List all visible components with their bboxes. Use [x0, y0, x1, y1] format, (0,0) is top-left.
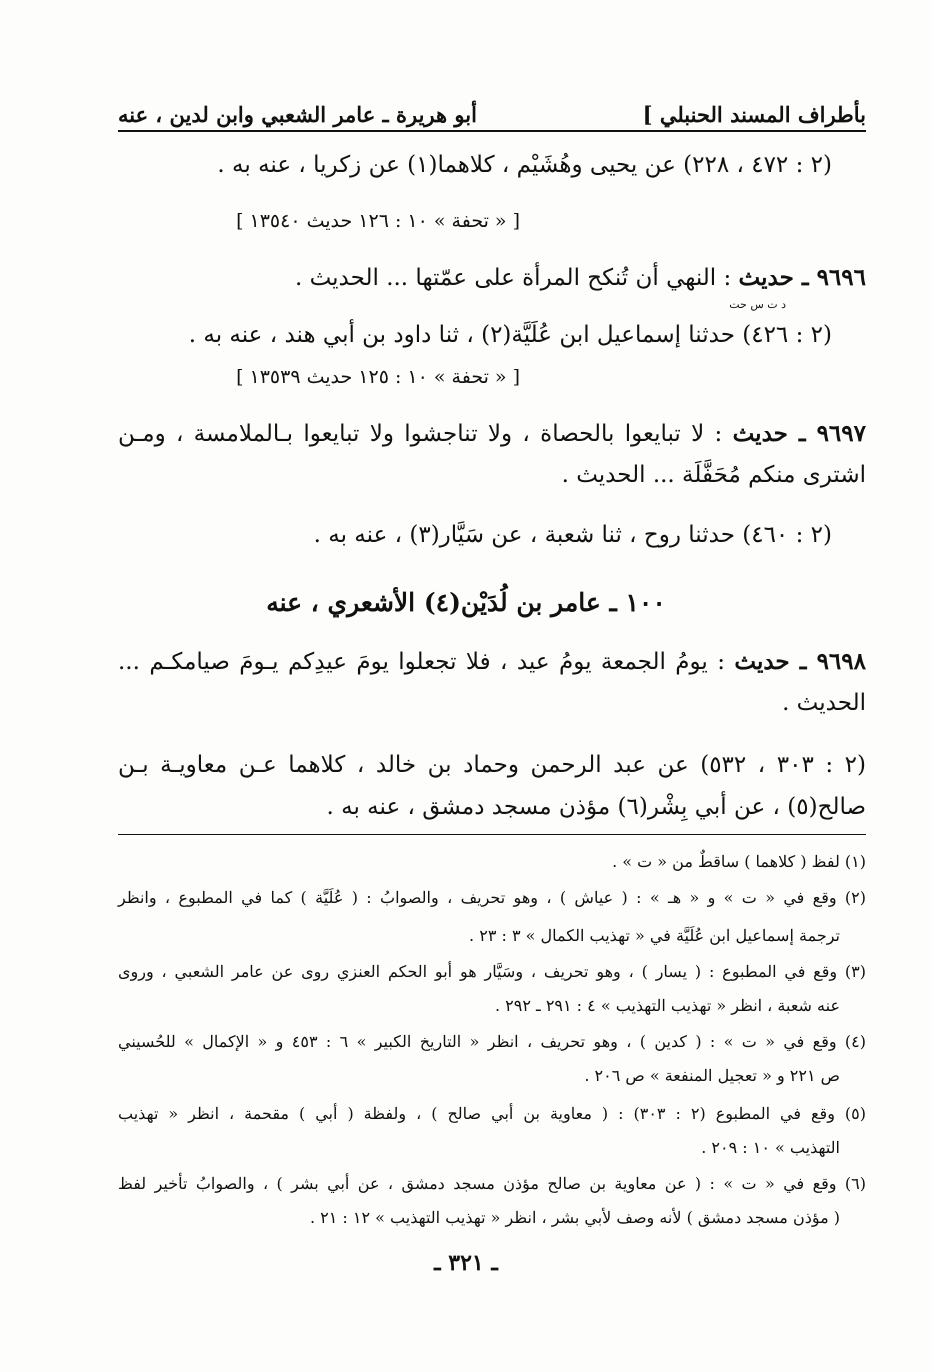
footnote: (١) لفظ ( كلاهما ) ساقطٌ من « ت » . [612, 852, 866, 871]
hadith-9696 [295, 264, 866, 291]
section-heading: ١٠٠ ـ عامر بن لُدَيْن(٤) الأشعري ، عنه [266, 588, 666, 617]
hadith-text: : يومُ الجمعة يومُ عيد ، فلا تجعلوا يومَ عيدِكم يـومَ صيامكـم ... [118, 649, 725, 675]
hadith-continuation: اشترى منكم مُحَفَّلَة ... الحديث . [561, 462, 866, 488]
chain-line: (٢ : ٣٠٣ ، ٥٣٢) عن عبد الرحمن وحماد بن خالد ، كلاهما عـن معاويـة بـن [118, 752, 866, 778]
hadith-number: ٩٦٩٦ ـ حديث [738, 264, 866, 291]
footnote: (٢) وقع في « ت » و « هـ » : ( عياش ) ، وهو تحريف ، والصوابُ : ( عُلَيَّة ) كما في المطبوع ، وانظر [118, 888, 866, 907]
chain-line: (٢ : ٤٦٠) حدثنا روح ، ثنا شعبة ، عن سَيَّار(٣) ، عنه به . [313, 522, 832, 548]
footnote: (٦) وقع في « ت » : ( عن معاوية بن صالح مؤذن مسجد دمشق ، عن أبي بشر ) ، والصوابُ تأخير لفظ [118, 1174, 866, 1193]
footnote-continuation: عنه شعبة ، انظر « تهذيب التهذيب » ٤ : ٢٩١ ـ ٢٩٢ . [495, 996, 840, 1015]
footnote-continuation: ( مؤذن مسجد دمشق ) لأنه وصف لأبي بشر ، انظر « تهذيب التهذيب » ١٢ : ٢١ . [309, 1208, 840, 1227]
footnote-continuation: ترجمة إسماعيل ابن عُلَيَّة في « تهذيب الكمال » ٣ : ٢٣ . [469, 926, 840, 945]
hadith-number: ٩٦٩٧ ـ حديث [732, 420, 866, 447]
footnote-separator [118, 834, 866, 835]
hadith-9698 [118, 648, 866, 675]
hadith-continuation: الحديث . [782, 690, 866, 716]
running-header [118, 100, 866, 132]
chain-line: صالح(٥) ، عن أبي بِشْر(٦) مؤذن مسجد دمشق ، عنه به . [326, 794, 866, 820]
chain-line: (٢ : ٤٢٦) حدثنا إسماعيل ابن عُلَيَّة(٢) ، ثنا داود بن أبي هند ، عنه به . [188, 322, 832, 348]
tuhfa-reference: [ « تحفة » ١٠ : ١٢٥ حديث ١٣٥٣٩ ] [236, 366, 520, 388]
tuhfa-reference: [ « تحفة » ١٠ : ١٢٦ حديث ١٣٥٤٠ ] [236, 210, 520, 232]
footnote-continuation: ص ٢٢١ و « تعجيل المنفعة » ص ٢٠٦ . [584, 1066, 840, 1085]
footnote: (٣) وقع في المطبوع : ( يسار ) ، وهو تحريف ، وسَيَّار هو أبو الحكم العنزي روى عن عامر الشعبي ، وروى [118, 962, 866, 981]
chain-line: (٢ : ٤٧٢ ، ٢٢٨) عن يحيى وهُشَيْم ، كلاهما(١) عن زكريا ، عنه به . [217, 152, 832, 178]
hadith-text: : لا تبايعوا بالحصاة ، ولا تناجشوا ولا تبايعوا بـالملامسة ، ومـن [118, 421, 723, 447]
hadith-text: : النهي أن تُنكح المرأة على عمّتها ... الحديث . [294, 265, 732, 291]
footnote: (٥) وقع في المطبوع (٢ : ٣٠٣) : ( معاوية بن أبي صالح ) ، ولفظة ( أبي ) مقحمة ، انظر « تهذيب [118, 1104, 866, 1123]
page-number: ـ ٣٢١ ـ [434, 1250, 498, 1276]
hadith-sigla: د ت س حت [729, 298, 786, 311]
footnote: (٤) وقع في « ت » : ( كدين ) ، وهو تحريف ، انظر « التاريخ الكبير » ٦ : ٤٥٣ و « الإكمال » للحُسيني [118, 1032, 867, 1051]
footnote-continuation: التهذيب » ١٠ : ٢٠٩ . [701, 1138, 840, 1157]
header-book-title: بأطراف المسند الحنبلي ] [642, 102, 866, 127]
header-chapter-title: أبو هريرة ـ عامر الشعبي وابن لدين ، عنه [118, 102, 477, 127]
hadith-9697 [118, 420, 866, 447]
hadith-number: ٩٦٩٨ ـ حديث [734, 648, 866, 675]
